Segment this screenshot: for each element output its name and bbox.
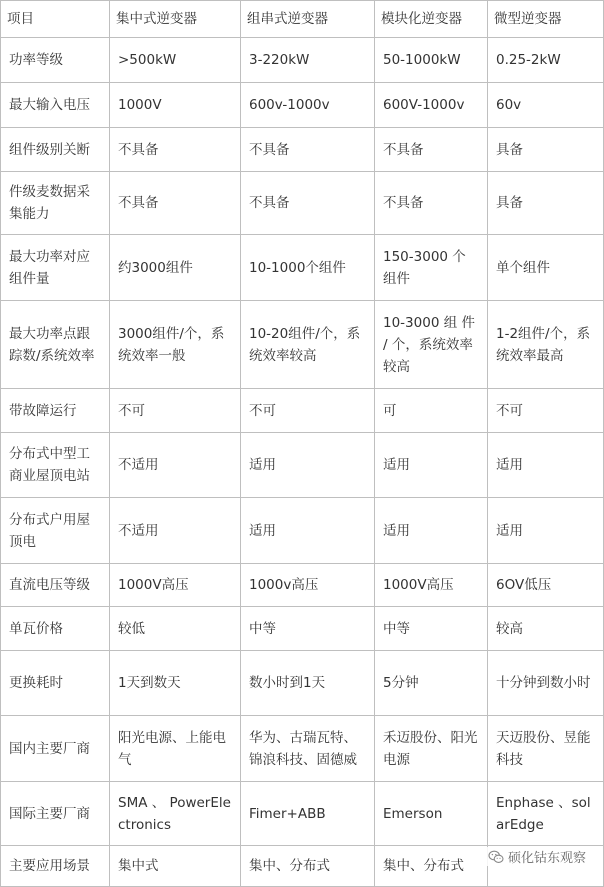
table-cell: 不适用	[110, 498, 241, 564]
table-row	[1, 716, 604, 782]
row-label: 直流电压等级	[1, 564, 110, 607]
table-row	[1, 128, 604, 172]
table-cell: 600v-1000v	[241, 83, 375, 128]
table-cell: 3-220kW	[241, 38, 375, 83]
table-cell: 不可	[488, 389, 604, 433]
row-label: 最大输入电压	[1, 83, 110, 128]
table-cell: 1000V高压	[375, 564, 488, 607]
table-row	[1, 433, 604, 498]
table-cell: 1000V高压	[110, 564, 241, 607]
table-cell: 适用	[375, 498, 488, 564]
table-cell: 不具备	[375, 128, 488, 172]
table-row	[1, 301, 604, 389]
table-cell: 6OV低压	[488, 564, 604, 607]
table-cell: 不具备	[241, 172, 375, 235]
row-label: 国际主要厂商	[1, 782, 110, 846]
table-cell: 适用	[241, 433, 375, 498]
table-cell: 0.25-2kW	[488, 38, 604, 83]
header-cell-central: 集中式逆变器	[110, 1, 241, 38]
table-cell: 天迈股份、昱能科技	[488, 716, 604, 782]
header-cell-string: 组串式逆变器	[241, 1, 375, 38]
table-cell: 禾迈股份、阳光电源	[375, 716, 488, 782]
header-cell-item: 项目	[1, 1, 110, 38]
wechat-logo-icon	[488, 849, 504, 865]
table-cell: 适用	[488, 433, 604, 498]
table-cell: 阳光电源、上能电气	[110, 716, 241, 782]
table-cell: Fimer+ABB	[241, 782, 375, 846]
table-row	[1, 172, 604, 235]
row-label: 分布式户用屋顶电	[1, 498, 110, 564]
table-cell: 适用	[241, 498, 375, 564]
table-cell: 数小时到1天	[241, 651, 375, 716]
row-label: 主要应用场景	[1, 846, 110, 887]
row-label: 更换耗时	[1, 651, 110, 716]
table-cell: 不可	[241, 389, 375, 433]
table-cell: 不适用	[110, 433, 241, 498]
table-cell: 60v	[488, 83, 604, 128]
table-cell: 不具备	[110, 128, 241, 172]
table-cell: 集中式	[110, 846, 241, 887]
row-label: 最大功率点跟踪数/系统效率	[1, 301, 110, 389]
table-cell: SMA 、 PowerElectronics	[110, 782, 241, 846]
table-cell: 3000组件/个，系统效率一般	[110, 301, 241, 389]
table-cell: 较高	[488, 607, 604, 651]
table-cell: 1000V	[110, 83, 241, 128]
table-cell: Enphase 、solarEdge	[488, 782, 604, 846]
table-row	[1, 651, 604, 716]
row-label: 分布式中型工商业屋顶电站	[1, 433, 110, 498]
header-cell-micro: 微型逆变器	[488, 1, 604, 38]
table-cell: 中等	[241, 607, 375, 651]
table-cell: 不具备	[375, 172, 488, 235]
table-row	[1, 389, 604, 433]
table-cell: 十分钟到数小时	[488, 651, 604, 716]
table-cell: 1天到数天	[110, 651, 241, 716]
table-cell: 1-2组件/个，系统效率最高	[488, 301, 604, 389]
row-label: 国内主要厂商	[1, 716, 110, 782]
table-cell: 中等	[375, 607, 488, 651]
table-cell: 10-3000 组 件 / 个，系统效率较高	[375, 301, 488, 389]
table-cell: >500kW	[110, 38, 241, 83]
table-cell: 适用	[375, 433, 488, 498]
table-row	[1, 782, 604, 846]
watermark-text: 硕化钴东观察	[507, 851, 586, 866]
table-cell: Emerson	[375, 782, 488, 846]
table-cell: 单个组件	[488, 235, 604, 301]
table-cell: 600V-1000v	[375, 83, 488, 128]
table-row	[1, 83, 604, 128]
table-cell: 可	[375, 389, 488, 433]
table-cell: 10-20组件/个，系统效率较高	[241, 301, 375, 389]
table-row	[1, 498, 604, 564]
table-cell: 具备	[488, 128, 604, 172]
watermark	[486, 847, 588, 866]
table-cell: 50-1000kW	[375, 38, 488, 83]
row-label: 带故障运行	[1, 389, 110, 433]
row-label: 最大功率对应组件量	[1, 235, 110, 301]
table-cell: 集中、分布式	[241, 846, 375, 887]
row-label: 单瓦价格	[1, 607, 110, 651]
table-cell: 集中、分布式	[375, 846, 488, 887]
table-row	[1, 38, 604, 83]
table-row	[1, 564, 604, 607]
row-label: 组件级别关断	[1, 128, 110, 172]
row-label: 件级麦数据采集能力	[1, 172, 110, 235]
row-label: 功率等级	[1, 38, 110, 83]
table-cell: 1000v高压	[241, 564, 375, 607]
table-cell: 约3000组件	[110, 235, 241, 301]
table-row	[1, 607, 604, 651]
table-cell: 不可	[110, 389, 241, 433]
table-cell: 具备	[488, 172, 604, 235]
table-cell: 150-3000 个 组件	[375, 235, 488, 301]
table-row	[1, 235, 604, 301]
table-cell: 10-1000个组件	[241, 235, 375, 301]
table-cell: 不具备	[241, 128, 375, 172]
table-cell: 适用	[488, 498, 604, 564]
table-cell: 较低	[110, 607, 241, 651]
header-cell-modular: 模块化逆变器	[375, 1, 488, 38]
table-cell: 5分钟	[375, 651, 488, 716]
header-row	[1, 1, 604, 38]
table-cell: 华为、古瑞瓦特、锦浪科技、固德威	[241, 716, 375, 782]
table-cell: 不具备	[110, 172, 241, 235]
